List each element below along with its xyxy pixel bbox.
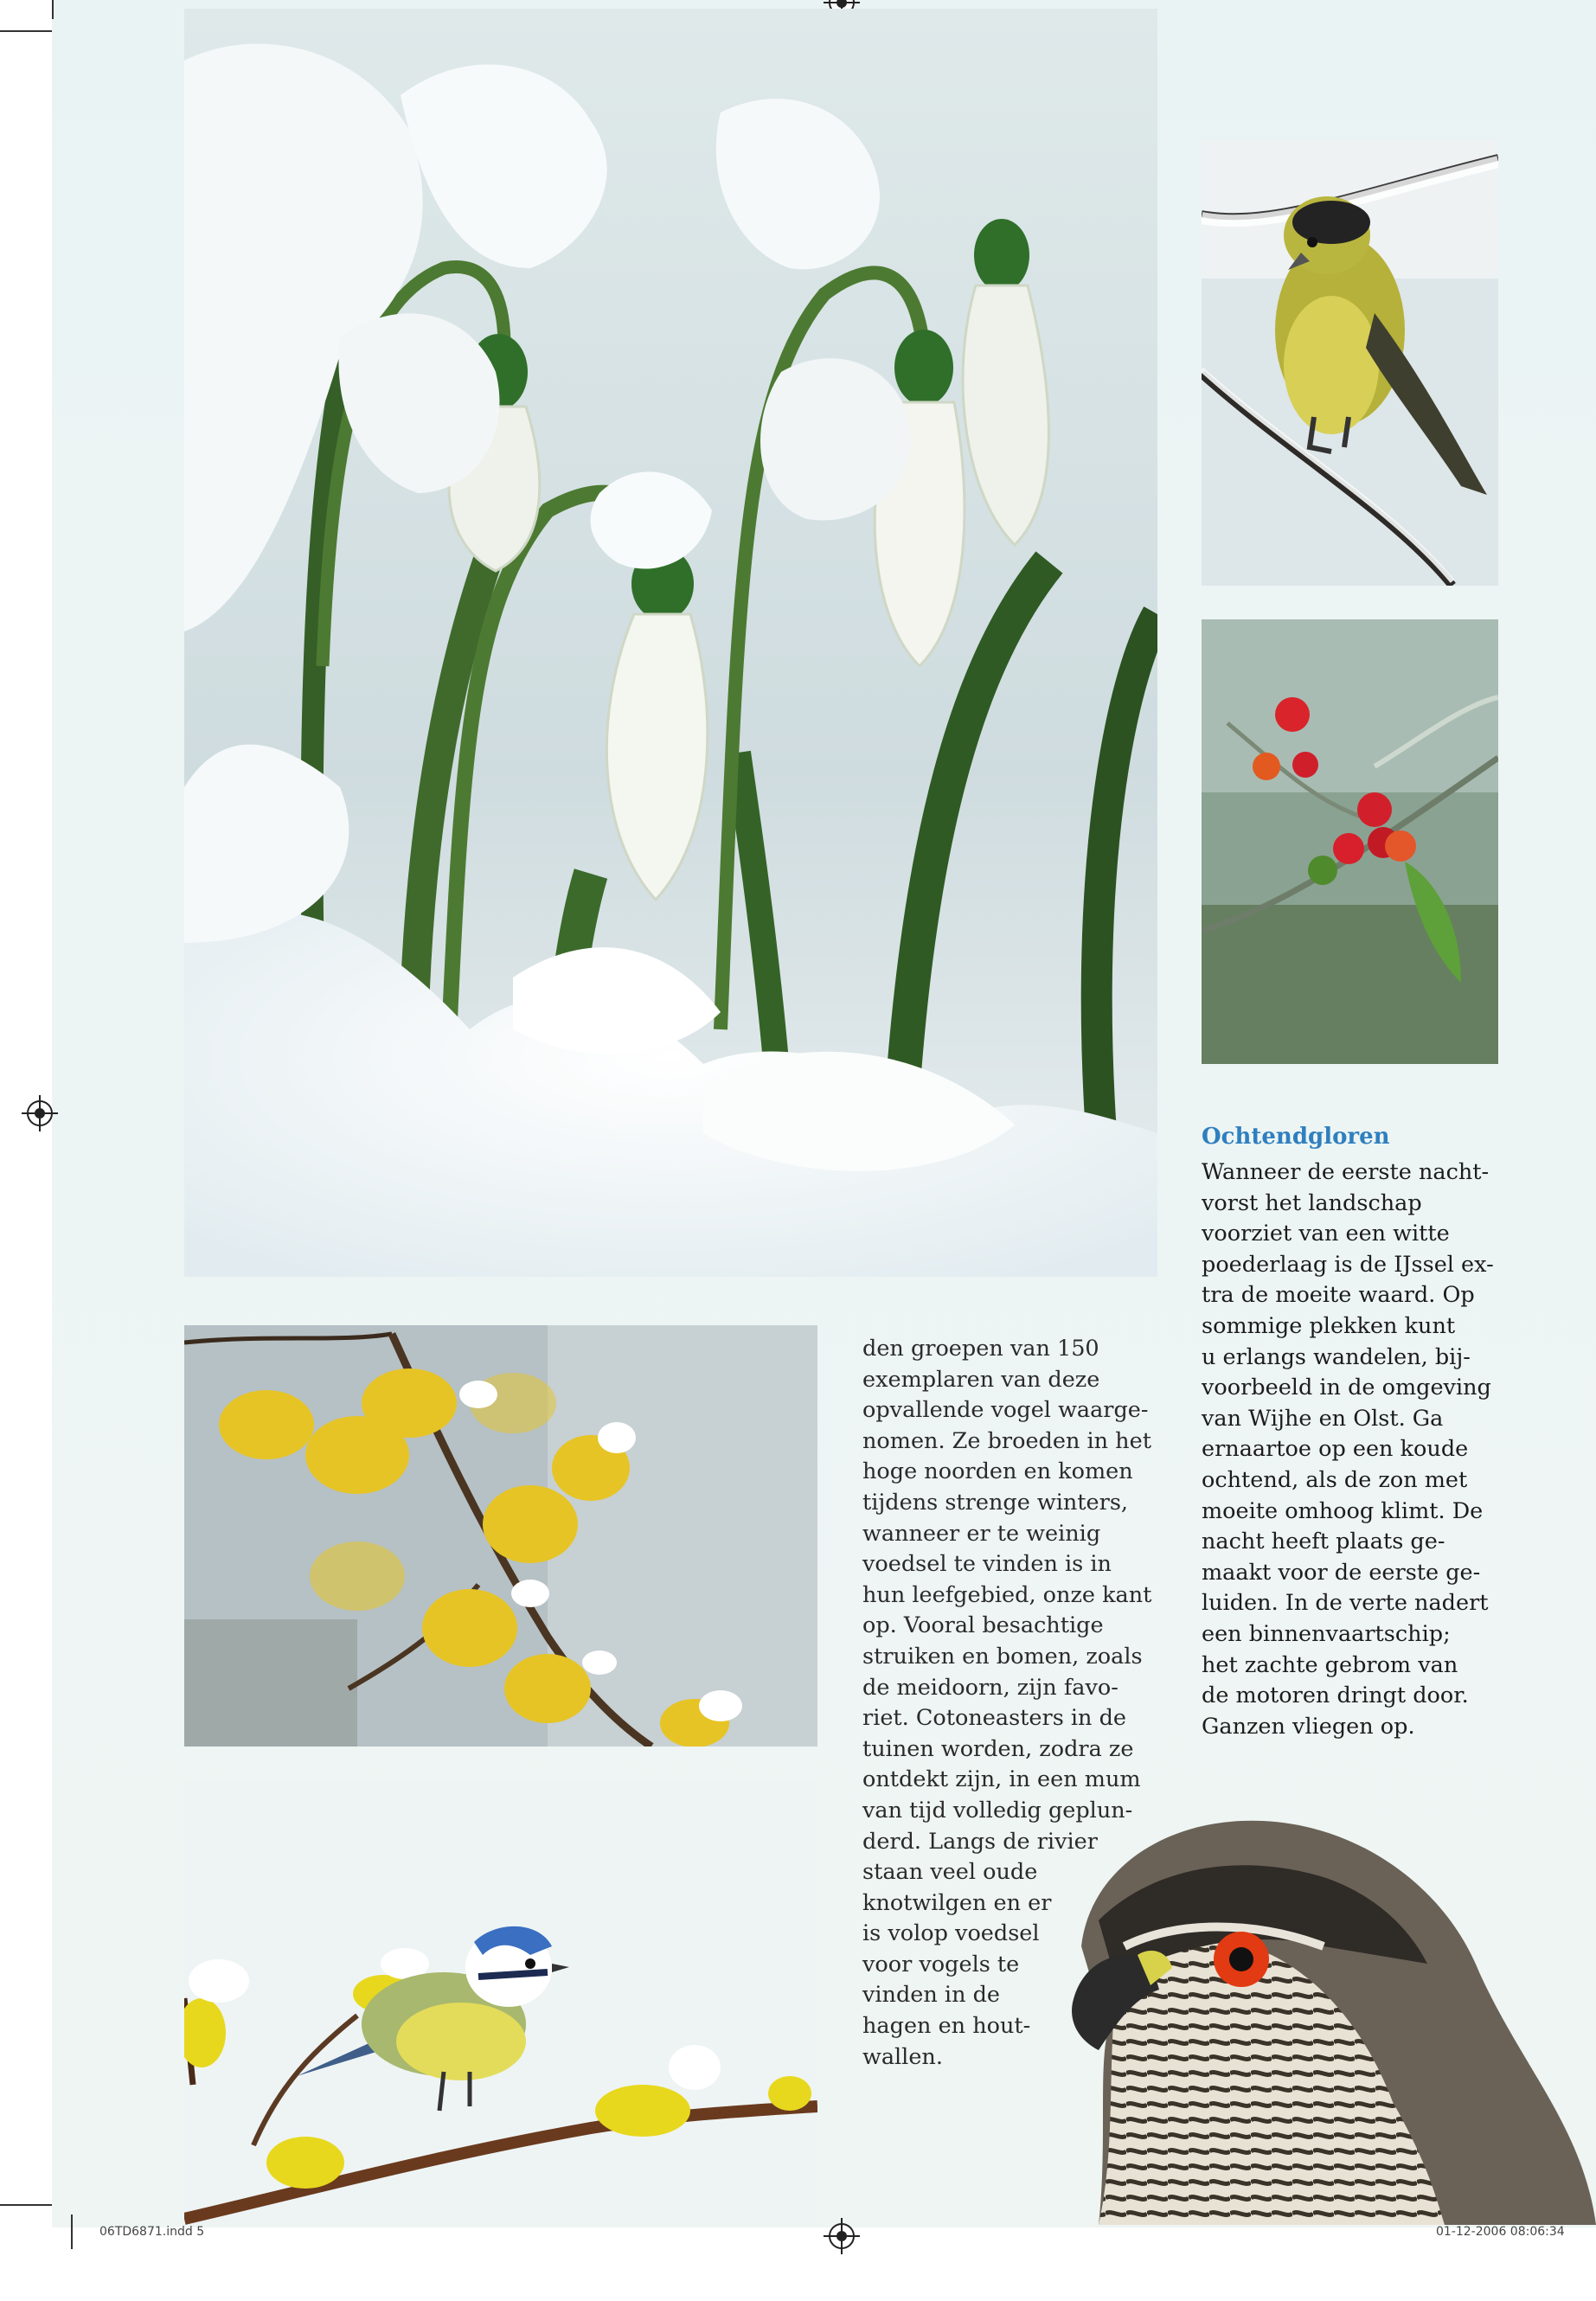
slug-filename: 06TD6871.indd 5 [99,2225,205,2239]
registration-mark-left [27,1100,53,1126]
crop-mark [0,2204,52,2206]
crop-mark [71,2214,73,2249]
witch-hazel-photo [184,1325,817,1747]
registration-mark-bottom [829,2223,855,2249]
middle-column-text: den groepen van 150 exemplaren van deze opvallende vogel waarge- nomen. Ze broeden in het hoge noorden en komen tijdens strenge winters, wanneer er te weinig voedsel te vinden is in hun leefgebied, onze kant op. Vooral besachtige struiken en bomen, zoals de meidoorn, zijn favo- riet. Cotoneasters in de tuinen worden, zodra ze ontdekt zijn, in een mum van tijd volledig geplun- derd. Langs de rivier staan veel oude knotwilgen en er is volop voedsel voor vogels te vinden in de hagen en hout- wallen. [862,1336,1152,2070]
slug-timestamp: 01-12-2006 08:06:34 [1436,2225,1565,2239]
crop-mark [0,30,52,32]
blue-tit-photo [184,1782,817,2225]
crop-mark [52,0,54,19]
snowdrop-photo [184,9,1157,1277]
section-heading: Ochtendgloren [1202,1124,1390,1150]
red-berries-photo [1202,619,1498,1064]
right-column-text: Wanneer de eerste nacht- vorst het landschap voorziet van een witte poederlaag is de IJssel ex- tra de moeite waard. Op sommige plekken kunt u erlangs wandelen, bij- voorbeeld in de omgeving van Wijhe en Olst. Ga ernaartoe op een koude ochtend, als de zon met moeite omhoog klimt. De nacht heeft plaats ge- maakt voor de eerste ge- luiden. In de verte nadert een binnenvaartschip; het zachte gebrom van de motoren dringt door. Ganzen vliegen op. [1202,1159,1494,1740]
siskin-bird-photo [1202,140,1498,586]
